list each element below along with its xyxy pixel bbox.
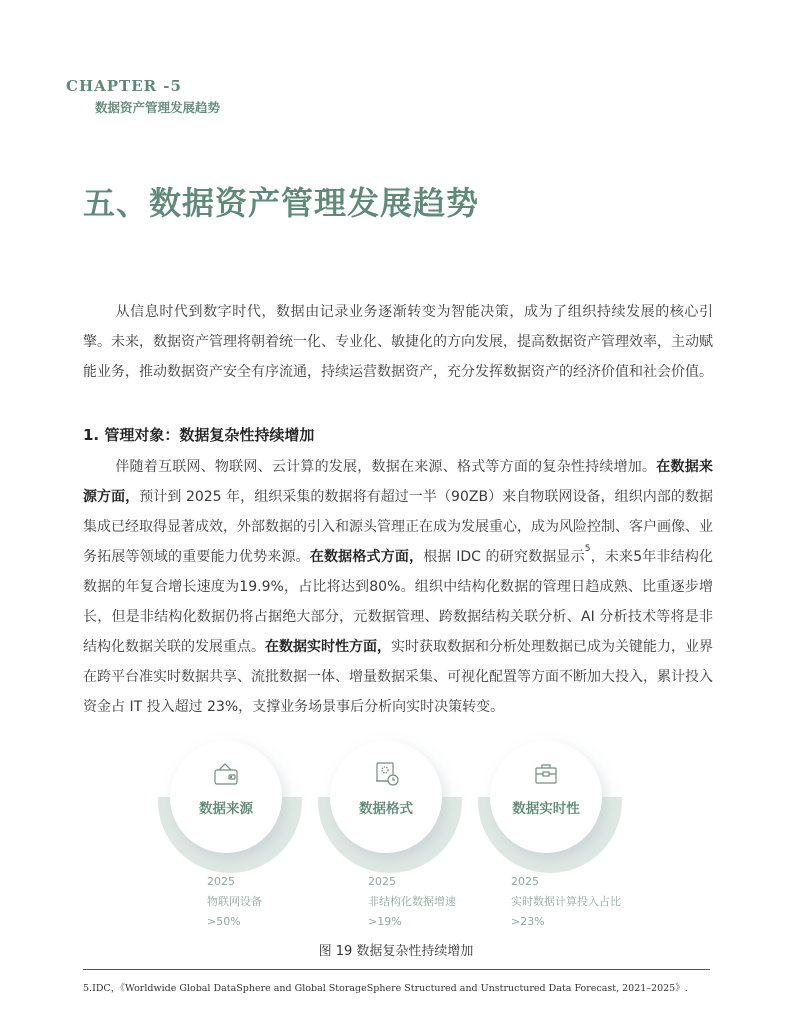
page-title: 五、数据资产管理发展趋势 — [83, 184, 480, 222]
stat-value: >23% — [511, 915, 545, 928]
chapter-label: CHAPTER -5 — [66, 77, 182, 95]
section-heading: 1. 管理对象：数据复杂性持续增加 — [83, 426, 315, 444]
figure-item-label: 数据来源 — [199, 801, 253, 817]
body-text: 根据 IDC 的研究数据显示 — [423, 549, 585, 565]
bold-lead-source: 在数据来源方面， — [83, 459, 714, 505]
body-text: ，未来5年非结构化数据的年复合增长速度为19.9%，占比将达到80%。组织中结构化数据的管理日趋成熟、比重逐步增长，但是非结构化数据仍将占据绝大部分，元数据管理、跨数据结构关联分析、AI 分析技术等将是非结构化数据关联的发展重点。 — [83, 549, 714, 655]
chapter-subtitle: 数据资产管理发展趋势 — [95, 100, 221, 115]
figure-item-source — [150, 735, 310, 875]
intro-paragraph — [83, 297, 713, 387]
footnote: 5.IDC，《Worldwide Global DataSphere and Global StorageSphere Structured and Unstructured Data Forecast, 2021–2025》. — [83, 983, 688, 994]
stat-value: >19% — [368, 915, 402, 928]
intro-text: 从信息时代到数字时代，数据由记录业务逐渐转变为智能决策，成为了组织持续发展的核心引擎。未来，数据资产管理将朝着统一化、专业化、敏捷化的方向发展，提高数据资产管理效率，主动赋能业务，推动数据资产安全有序流通，持续运营数据资产，充分发挥数据资产的经济价值和社会价值。 — [83, 304, 713, 380]
figure-stat-source — [207, 872, 262, 932]
figure-item-realtime — [470, 735, 630, 875]
figure-stat-realtime — [511, 872, 621, 932]
footnote-divider — [83, 969, 710, 970]
section-body-paragraph — [83, 452, 713, 722]
stat-year: 2025 — [207, 875, 235, 888]
stat-metric: 非结构化数据增速 — [368, 895, 456, 908]
stat-metric: 物联网设备 — [207, 895, 262, 908]
body-text: 实时获取数据和分析处理数据已成为关键能力，业界在跨平台准实时数据共享、流批数据一体、增量数据采集、可视化配置等方面不断加大投入，累计投入资金占 IT 投入超过 23%，支撑业务场景事后分析向实时决策转变。 — [83, 639, 713, 715]
circle-disc — [330, 741, 442, 853]
circle-disc — [170, 741, 282, 853]
figure-item-label: 数据格式 — [359, 801, 413, 817]
stat-year: 2025 — [511, 875, 539, 888]
briefcase-icon — [531, 761, 561, 787]
body-text: 预计到 2025 年，组织采集的数据将有超过一半（90ZB）来自物联网设备，组织内部的数据集成已经取得显著成效，外部数据的引入和源头管理正在成为发展重心，成为风险控制、客户画像、业务拓展等领域的重要能力优势来源。 — [83, 489, 714, 565]
figure-stat-format — [368, 872, 456, 932]
bold-lead-format: 在数据格式方面， — [309, 549, 424, 565]
figure-item-label: 数据实时性 — [512, 801, 580, 817]
document-clock-icon — [371, 761, 401, 787]
circle-disc — [490, 741, 602, 853]
figure-caption: 图 19 数据复杂性持续增加 — [318, 944, 474, 959]
stat-year: 2025 — [368, 875, 396, 888]
footnote-ref[interactable]: 5 — [584, 544, 591, 554]
body-text: 伴随着互联网、物联网、云计算的发展，数据在来源、格式等方面的复杂性持续增加。 — [115, 459, 657, 475]
stat-metric: 实时数据计算投入占比 — [511, 895, 621, 908]
figure-data-complexity — [150, 735, 650, 875]
bold-lead-realtime: 在数据实时性方面， — [265, 639, 391, 655]
wallet-icon — [211, 761, 241, 787]
figure-item-format — [310, 735, 470, 875]
stat-value: >50% — [207, 915, 241, 928]
